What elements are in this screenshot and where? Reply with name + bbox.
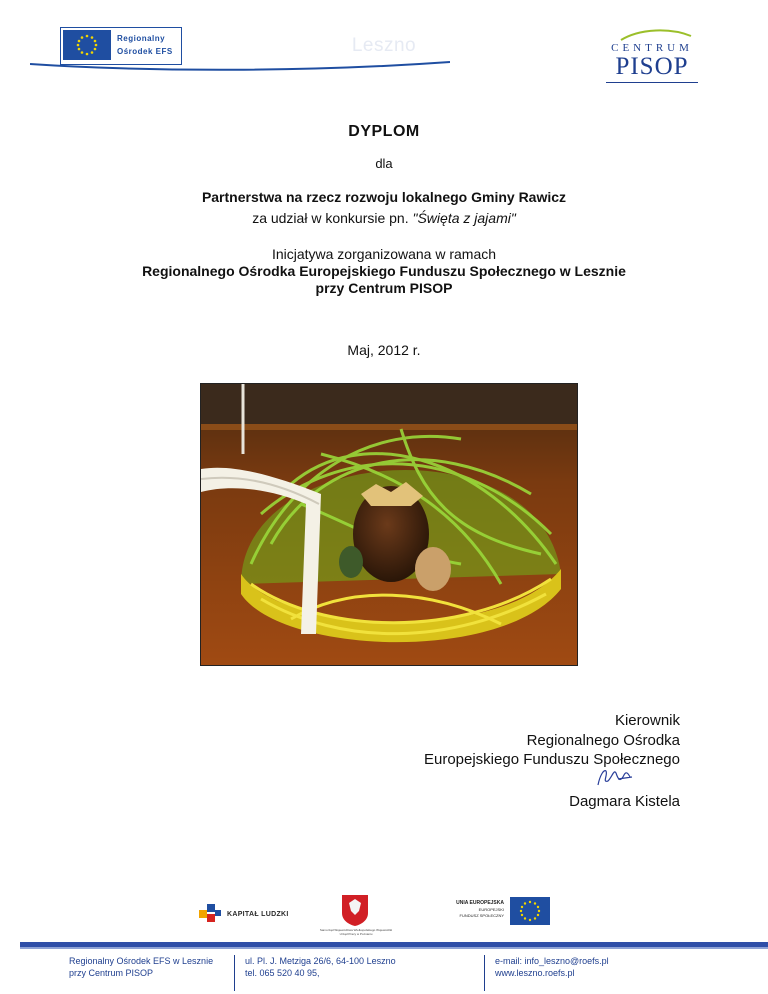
- city-title: Leszno: [351, 35, 417, 56]
- signature-title: Kierownik: [614, 712, 680, 729]
- kapital-ludzki-logo: [197, 900, 317, 926]
- efs-logo-line-1: Regionalny: [117, 34, 166, 43]
- initiative-line: Inicjatywa zorganizowana w ramach: [271, 246, 497, 262]
- ue-fund-line-1: EUROPEJSKI: [478, 907, 504, 912]
- footer-divider: [484, 955, 485, 991]
- efs-logo-line-2: Ośrodek EFS: [117, 47, 173, 56]
- contest-line: [0, 210, 768, 226]
- pisop-logo: [596, 26, 708, 86]
- organizer-line-2: przy Centrum PISOP: [315, 280, 453, 296]
- pisop-centrum-label: CENTRUM: [611, 42, 693, 54]
- signature-org-line-2: Europejskiego Funduszu Społecznego: [423, 751, 680, 768]
- footer-contact: [495, 955, 609, 979]
- ue-label: UNIA EUROPEJSKA: [456, 900, 504, 906]
- eu-flag-icon: [510, 897, 550, 925]
- wielkopolska-caption: Samorząd Województwa Wielkopolskiego Wojewódzki Urząd Pracy w Poznaniu: [319, 928, 393, 936]
- kapital-ludzki-icon: [197, 900, 223, 926]
- easter-basket-photo: [200, 383, 578, 666]
- contest-name: "Święta z jajami": [412, 210, 516, 226]
- eu-fund-logo: [432, 897, 552, 931]
- footer-address-line: ul. Pl. J. Metziga 26/6, 64-100 Leszno: [245, 956, 396, 966]
- header-swoosh-line: [30, 56, 450, 76]
- signatory-name: Dagmara Kistela: [569, 793, 680, 810]
- footer-email: e-mail: info_leszno@roefs.pl: [495, 956, 609, 966]
- pisop-arc-icon: [616, 26, 696, 42]
- diploma-date: Maj, 2012 r.: [347, 342, 421, 358]
- signature-org-line-1: Regionalnego Ośrodka: [526, 732, 680, 749]
- footer-phone: tel. 065 520 40 95,: [245, 968, 320, 978]
- footer-website: www.leszno.roefs.pl: [495, 968, 575, 978]
- organizer-line-1: Regionalnego Ośrodka Europejskiego Funduszu Społecznego w Lesznie: [142, 263, 626, 279]
- ue-fund-line-2: FUNDUSZ SPOŁECZNY: [459, 913, 504, 918]
- pisop-underline: [606, 82, 698, 83]
- kapital-ludzki-label: KAPITAŁ LUDZKI: [227, 911, 289, 918]
- wielkopolska-crest-icon: [340, 893, 370, 927]
- diploma-recipient: Partnerstwa na rzecz rozwoju lokalnego Gminy Rawicz: [201, 189, 567, 205]
- footer-org-line-2: przy Centrum PISOP: [69, 968, 154, 978]
- contest-prefix: za udział w konkursie pn.: [252, 210, 413, 226]
- footer-bar-accent: [20, 947, 768, 949]
- footer-organization: [69, 955, 213, 979]
- ue-fund-label: [432, 907, 504, 919]
- footer-org-line-1: Regionalny Ośrodek EFS w Lesznie: [69, 956, 214, 966]
- footer-address: [245, 955, 396, 979]
- diploma-for-label: dla: [375, 156, 393, 171]
- diploma-title: DYPLOM: [348, 123, 420, 140]
- handwritten-signature: [594, 765, 634, 791]
- pisop-name: PISOP: [615, 53, 689, 80]
- footer-divider: [234, 955, 235, 991]
